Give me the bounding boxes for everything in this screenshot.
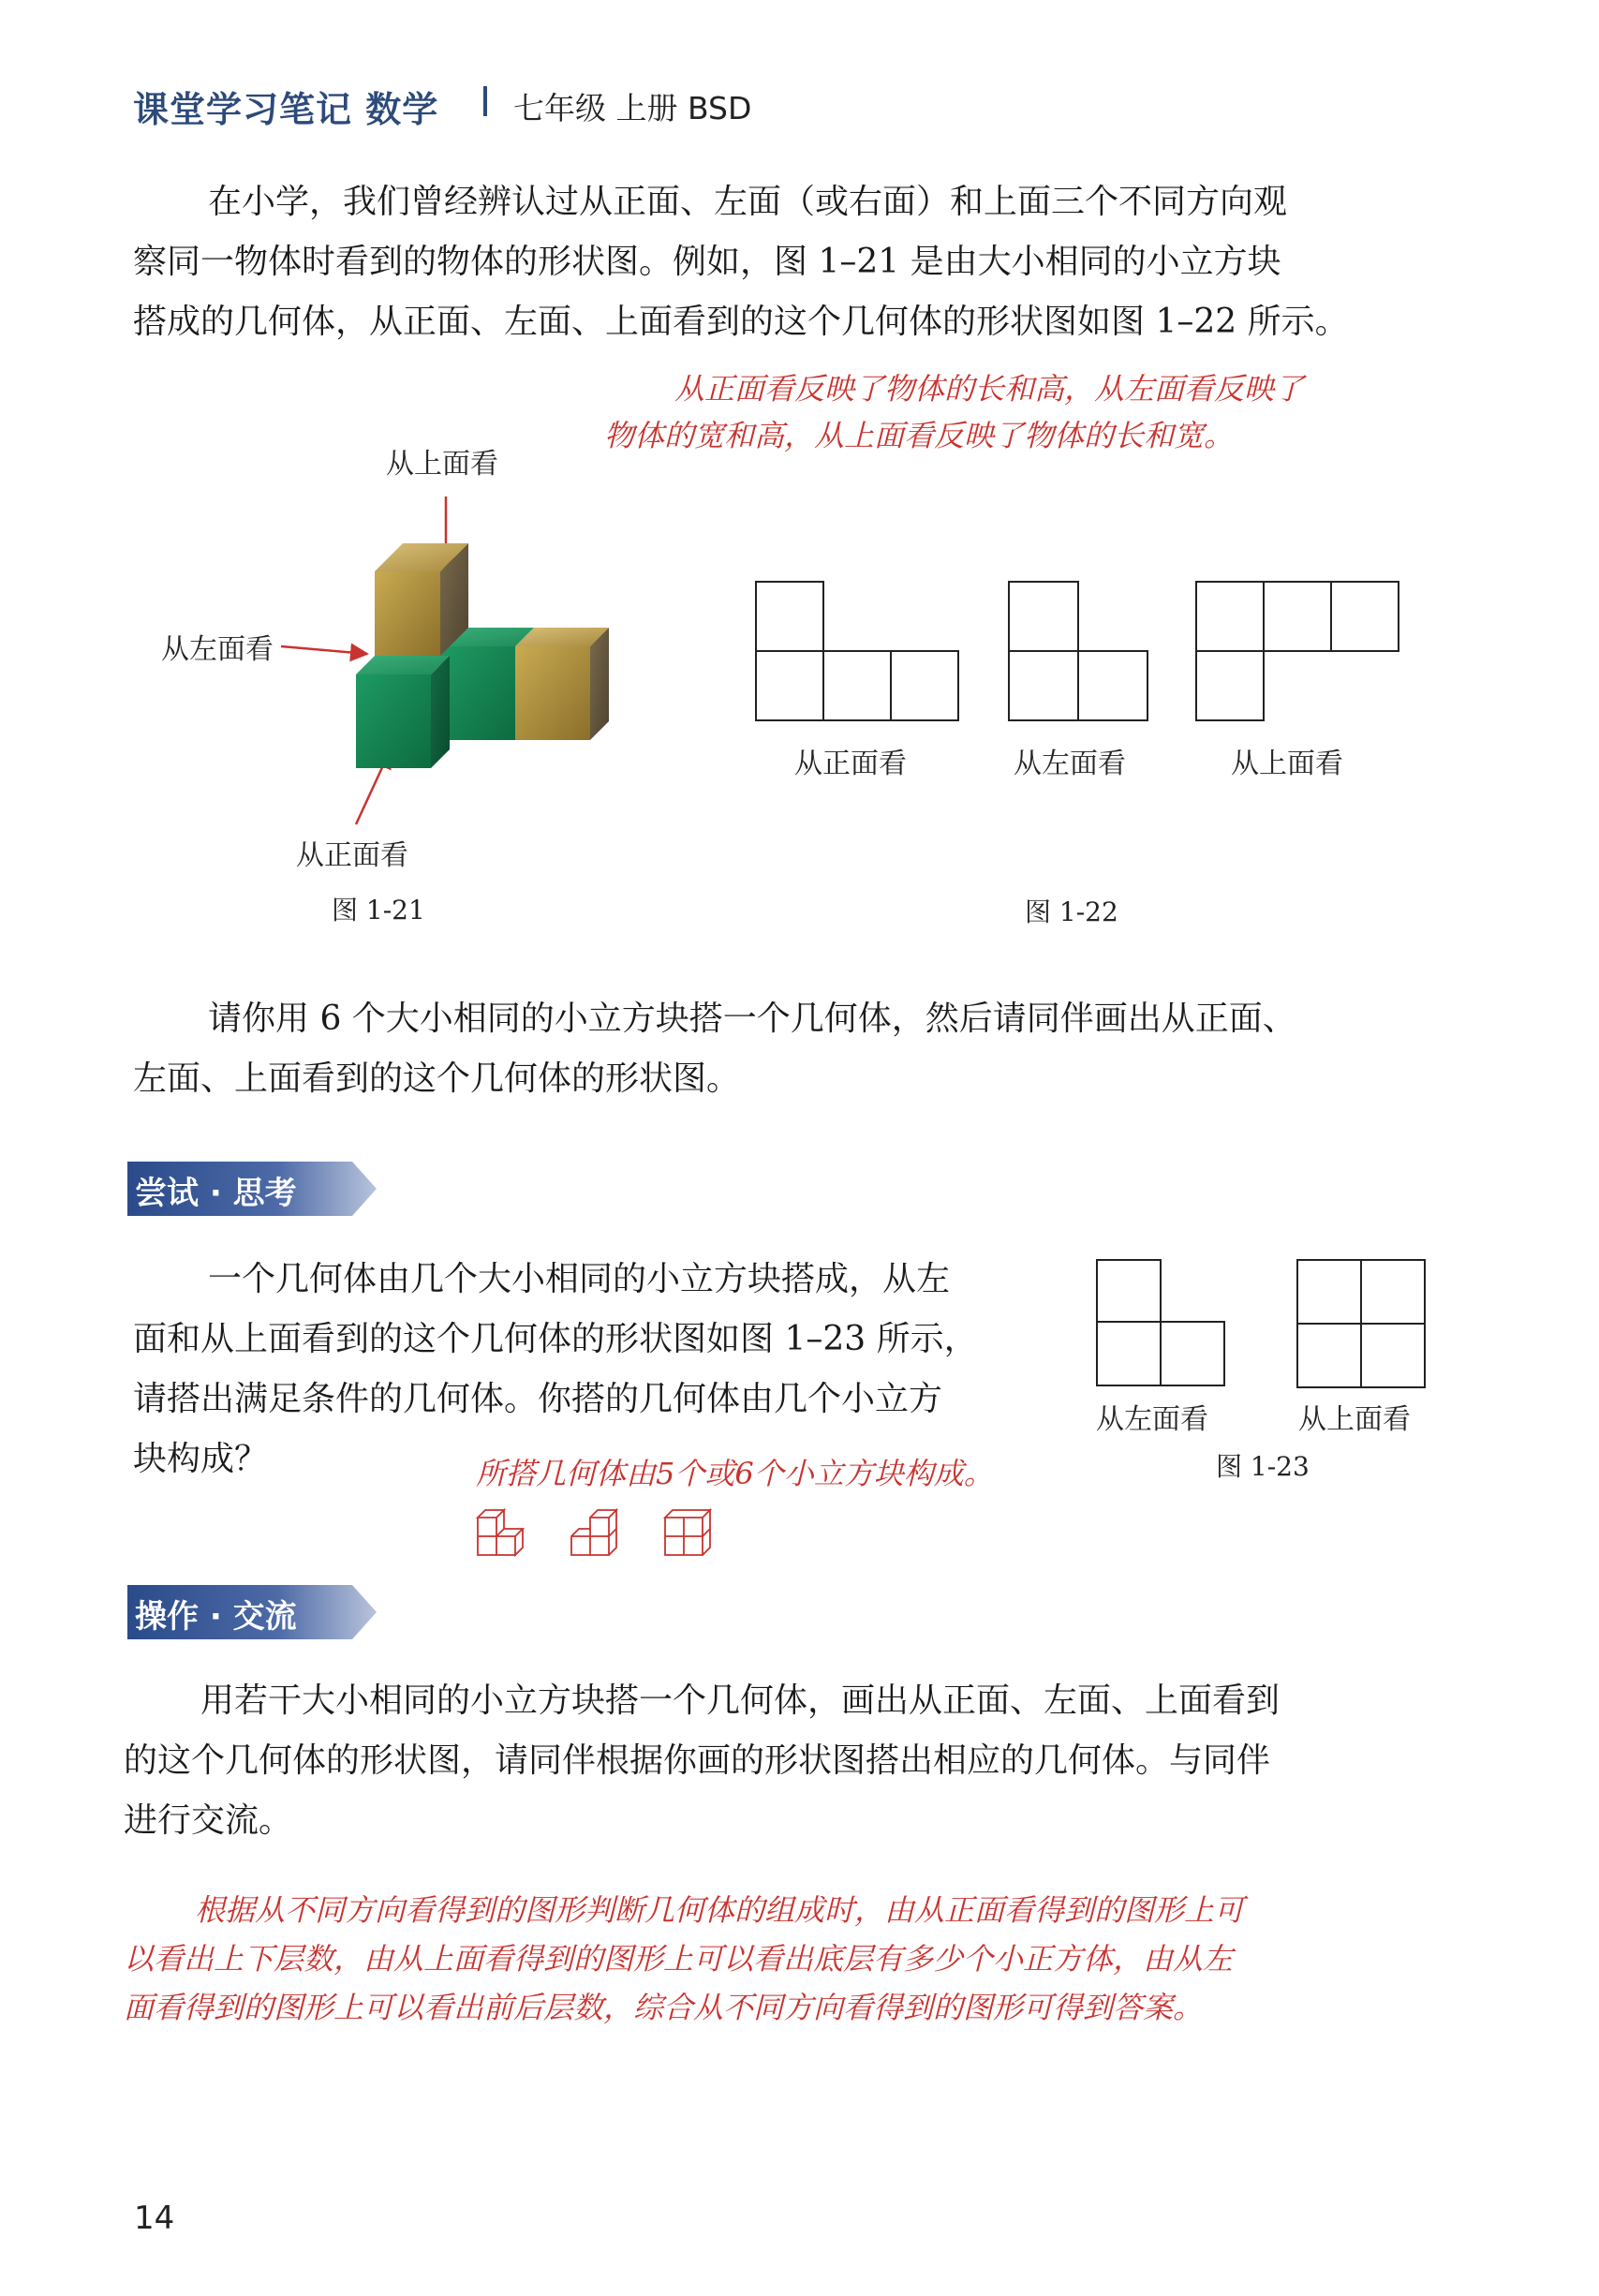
- grid-cell: [1296, 1259, 1362, 1325]
- grid-cell: [1296, 1323, 1362, 1388]
- fig23-top-view: [1296, 1259, 1424, 1386]
- operate-line-3: 进行交流。: [124, 1801, 293, 1840]
- try-think-answer: 所搭几何体由5个或6个小立方块构成。: [476, 1456, 994, 1491]
- grid-cell: [822, 650, 892, 721]
- cube-front-front: [356, 674, 431, 768]
- grid-cell: [1360, 1259, 1426, 1325]
- header-subtitle: 七年级 上册 BSD: [513, 90, 752, 126]
- fig22-top-view: [1195, 581, 1401, 721]
- grid-cell: [755, 650, 824, 721]
- fig22-left-label: 从左面看: [1014, 748, 1126, 780]
- fig22-front-label: 从正面看: [794, 748, 907, 780]
- section-try-think-title: 尝试 · 思考: [135, 1175, 297, 1212]
- note-1-line-1: 从正面看反映了物体的长和高，从左面看反映了: [674, 371, 1305, 407]
- grid-cell: [755, 581, 824, 652]
- intro-line-1: 在小学，我们曾经辨认过从正面、左面（或右面）和上面三个不同方向观: [208, 183, 1288, 221]
- fig22-left-view: [1008, 581, 1148, 721]
- intro-line-2: 察同一物体时看到的物体的形状图。例如，图 1–21 是由大小相同的小立方块: [133, 243, 1281, 281]
- grid-cell: [890, 650, 959, 721]
- fig21-label-top: 从上面看: [386, 448, 498, 481]
- cube-top-front: [375, 571, 440, 656]
- grid-cell: [1008, 581, 1079, 652]
- grid-cell: [1360, 1323, 1426, 1388]
- fig22-front-view: [755, 581, 961, 721]
- fig23-caption: 图 1-23: [1216, 1451, 1310, 1482]
- section-operate-exchange-title: 操作 · 交流: [135, 1598, 297, 1636]
- try-think-line-4: 块构成？: [133, 1440, 269, 1478]
- cube-front-side: [431, 656, 450, 768]
- intro-line-3: 搭成的几何体，从正面、左面、上面看到的这个几何体的形状图如图 1–22 所示。: [133, 303, 1349, 341]
- try-think-line-1: 一个几何体由几个大小相同的小立方块搭成，从左: [208, 1260, 951, 1298]
- fig22-top-label: 从上面看: [1231, 748, 1343, 780]
- page-number: 14: [134, 2200, 175, 2237]
- fig21-label-front: 从正面看: [296, 839, 408, 872]
- sketch-2: [571, 1510, 616, 1555]
- grid-cell: [1160, 1321, 1225, 1386]
- fig23-left-label: 从左面看: [1096, 1403, 1208, 1436]
- header-separator: [483, 86, 487, 116]
- sketch-3: [665, 1510, 710, 1555]
- note-1-line-2: 物体的宽和高，从上面看反映了物体的长和宽。: [604, 418, 1235, 453]
- grid-cell: [1096, 1321, 1162, 1386]
- cube-right-side: [590, 628, 609, 740]
- fig21-caption: 图 1-21: [332, 895, 425, 926]
- cube-middle-front: [440, 646, 515, 740]
- try-think-line-2: 面和从上面看到的这个几何体的形状图如图 1–23 所示，: [133, 1320, 978, 1358]
- fig23-top-label: 从上面看: [1298, 1403, 1411, 1436]
- operate-line-1: 用若干大小相同的小立方块搭一个几何体，画出从正面、左面、上面看到: [200, 1681, 1281, 1720]
- fig23-left-view: [1096, 1259, 1227, 1386]
- grid-cell: [1263, 581, 1332, 652]
- grid-cell: [1096, 1259, 1162, 1323]
- grid-cell: [1195, 581, 1265, 652]
- note-2-line-3: 面看得到的图形上可以看出前后层数，综合从不同方向看得到的图形可得到答案。: [124, 1990, 1204, 2025]
- grid-cell: [1008, 650, 1079, 721]
- fig21-label-left: 从左面看: [161, 633, 274, 666]
- answer-cube-sketches: [468, 1499, 740, 1574]
- arrow-from-left: [281, 646, 367, 654]
- cube-right-front: [515, 646, 590, 740]
- grid-cell: [1195, 650, 1265, 721]
- header-title: 课堂学习笔记 数学: [133, 89, 439, 130]
- task-line-2: 左面、上面看到的这个几何体的形状图。: [133, 1059, 741, 1098]
- task-line-1: 请你用 6 个大小相同的小立方块搭一个几何体，然后请同伴画出从正面、: [208, 1000, 1296, 1038]
- sketch-1: [478, 1510, 523, 1555]
- note-2-line-2: 以看出上下层数，由从上面看得到的图形上可以看出底层有多少个小正方体，由从左: [124, 1941, 1234, 1977]
- note-2-line-1: 根据从不同方向看得到的图形判断几何体的组成时，由从正面看得到的图形上可: [195, 1892, 1245, 1928]
- operate-line-2: 的这个几何体的形状图，请同伴根据你画的形状图搭出相应的几何体。与同伴: [124, 1741, 1271, 1780]
- fig21-cube-illustration: [281, 487, 618, 834]
- grid-cell: [1077, 650, 1148, 721]
- grid-cell: [1330, 581, 1399, 652]
- fig22-caption: 图 1-22: [1025, 896, 1118, 927]
- try-think-line-3: 请搭出满足条件的几何体。你搭的几何体由几个小立方: [133, 1380, 943, 1418]
